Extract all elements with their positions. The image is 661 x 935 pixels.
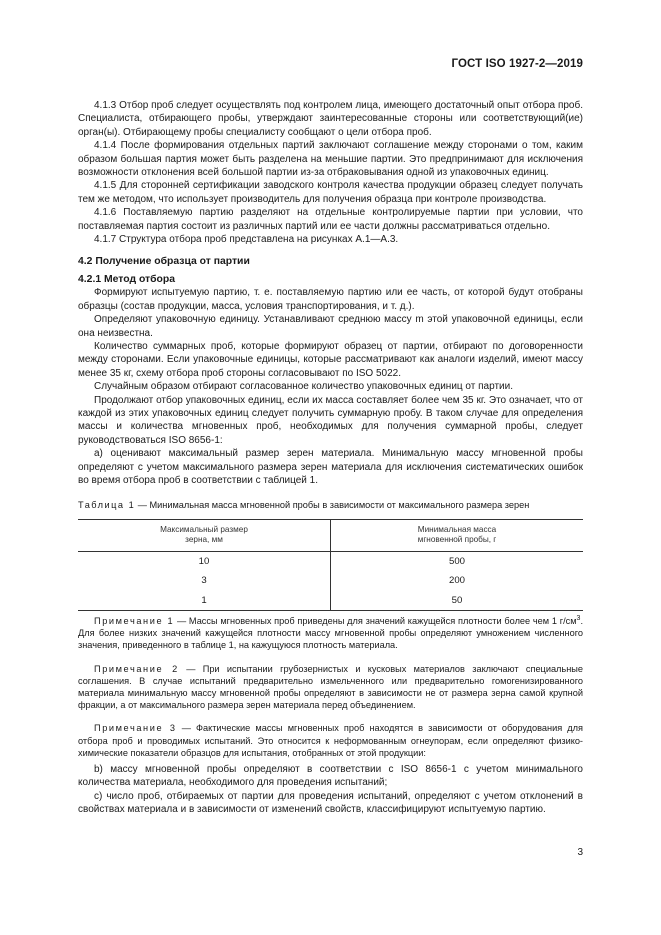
column-header-grain-size	[78, 519, 331, 551]
paragraph-4-1-6: 4.1.6 Поставляемую партию разделяют на отдельные контролируемые партии при условии, что поставляемая партия состоит из различных партий или ее части должны рассматриваться отдельно.	[78, 207, 583, 232]
page-number: 3	[577, 847, 583, 858]
note-2-label: Примечание 2	[94, 663, 179, 674]
table-cell-mass: 500	[448, 555, 465, 567]
note-1-text-b: . Для более низких значений кажущейся плотности массу мгновенной пробы определяют умножением численного значения, приведенного в таблице 1, на кажущуюся плотность материала.	[78, 616, 583, 651]
document-header: ГОСТ ISO 1927-2—2019	[451, 58, 583, 70]
table-cell-grain: 1	[78, 591, 331, 611]
spacer	[78, 652, 583, 663]
note-3-label: Примечание 3	[94, 723, 177, 734]
paragraph-4-1-7: 4.1.7 Структура отбора проб представлена на рисунках А.1—А.3.	[94, 234, 399, 246]
paragraph-packing-unit: Определяют упаковочную единицу. Устанавливают среднюю массу m этой упаковочной единицы, если она неизвестна.	[78, 314, 583, 339]
note-2	[78, 663, 583, 712]
note-1-label: Примечание 1	[94, 616, 175, 626]
note-3-text: — Фактические массы мгновенных проб находятся в зависимости от оборудования для отбора проб и проводимых испытаний. Это относится к неформованным огнеупорам, если определяют физико-химические показатели образцов для испытания, отобранных от этой продукции:	[78, 723, 583, 758]
spacer	[78, 487, 583, 499]
paragraph-test-lot: Формируют испытуемую партию, т. е. поставляемую партию или ее часть, от которой будут отобраны образцы (состав продукции, масса, условия транспортирования, и т. д.).	[78, 287, 583, 312]
table-caption-text: — Минимальная масса мгновенной пробы в зависимости от максимального размера зерен	[135, 500, 530, 511]
table-row	[78, 551, 583, 571]
paragraph-sample-count: Количество суммарных проб, которые формируют образец от партии, отбирают по договоренности между сторонами. Если упаковочные единицы, которые рассматривают как аналоги изделий, имеют массу менее 35 кг, схему отбора проб стороны согласовывают по ISO 5022.	[78, 340, 583, 379]
table-cell-grain: 10	[78, 551, 331, 571]
spacer	[78, 711, 583, 722]
section-heading: 4.2 Получение образца от партии	[78, 256, 250, 268]
mass-table	[78, 519, 583, 611]
page-content	[78, 99, 583, 817]
paragraph-continue-selection: Продолжают отбор упаковочных единиц, если их масса составляет более чем 35 кг. Это означает, что от каждой из этих упаковочных единиц следует получить суммарную пробу. В таком случае для определения массы и количества мгновенных проб, необходимых для получения суммарной пробы, следует руководствоваться ISO 8656-1:	[78, 394, 583, 446]
spacer	[78, 246, 583, 255]
note-1-text-a: — Массы мгновенных проб приведены для значений кажущейся плотности более чем 1 г/см	[174, 616, 577, 626]
table-caption	[78, 499, 583, 512]
table-cell-mass: 200	[448, 575, 465, 587]
subsection-heading: 4.2.1 Метод отбора	[78, 273, 176, 285]
table-row	[78, 571, 583, 590]
column-header-min-mass	[331, 519, 584, 551]
mass-header-line2: мгновенной пробы, г	[417, 535, 497, 545]
table-row	[78, 591, 583, 611]
table-header-row	[78, 519, 583, 551]
table-cell-grain: 3	[78, 571, 331, 590]
table-cell-mass: 50	[331, 591, 584, 611]
paragraph-item-b: b) массу мгновенной пробы определяют в соответствии с ISO 8656-1 с учетом минимального количества материала, необходимого для проведения испытаний;	[78, 764, 583, 789]
note-1	[78, 615, 583, 652]
paragraph-4-1-3: 4.1.3 Отбор проб следует осуществлять под контролем лица, имеющего достаточный опыт отбора проб. Специалиста, отбирающего пробы, утверждают заинтересованные стороны или соответствующий(ие) орган(ы). Отбирающему пробы специалисту сообщают о цели отбора проб.	[78, 100, 583, 138]
table-caption-prefix: Таблица 1	[78, 500, 136, 511]
paragraph-random-selection: Случайным образом отбирают согласованное количество упаковочных единиц от партии.	[94, 381, 513, 393]
note-3	[78, 722, 583, 759]
paragraph-4-1-5: 4.1.5 Для сторонней сертификации заводского контроля качества продукции образец следует получать тем же методом, что использует производитель для получения образца при контроле производства.	[78, 180, 583, 205]
grain-header-line1: Максимальный размер	[160, 524, 248, 534]
note-2-text: — При испытании грубозернистых и кусковых материалов заключают специальные соглашения. В случае испытаний предварительно измельченного или предварительно гомогенизированного материала минимальную массу мгновенной пробы определяют в зависимости не от размера зерна самой крупной фракции, а от максимального размера зерен материала перед объединением.	[78, 663, 583, 711]
grain-header-line2: зерна, мм	[185, 535, 223, 545]
mass-header-line1: Минимальная масса	[417, 524, 497, 534]
note-1-sup: 3	[576, 614, 581, 622]
paragraph-4-1-4: 4.1.4 После формирования отдельных партий заключают соглашение между сторонами о том, каким образом большая партия может быть разделена на меньшие партии. Это предпринимают для исключения возможности отклонения всей большой партии из-за отбраковывания одной из упаковочных единиц.	[78, 140, 583, 179]
paragraph-item-a: а) оценивают максимальный размер зерен материала. Минимальную массу мгновенной пробы определяют с учетом максимального размера зерен материала для исключения систематических ошибок во время отбора проб в соответствии с таблицей 1.	[78, 448, 583, 486]
paragraph-item-c: c) число проб, отбираемых от партии для проведения испытаний, определяют с учетом отклонений в свойствах материала и в зависимости от изменений свойств, классифицируют испытуемую партию.	[78, 790, 583, 816]
